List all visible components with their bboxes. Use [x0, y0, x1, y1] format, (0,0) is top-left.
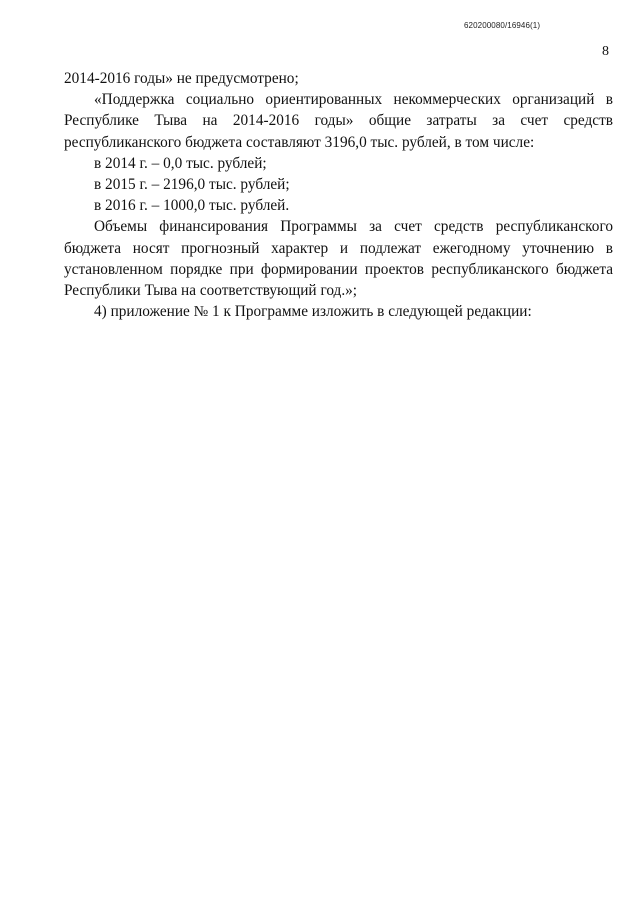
funding-2014-line: в 2014 г. – 0,0 тыс. рублей; [94, 154, 267, 172]
paragraph-subprogram-funding: «Поддержка социально ориентированных некоммерческих организаций в Республике Тыва на 2014-2016 годы» общие затраты за счет средств республиканского бюджета составляют 3196,0 тыс. рублей, в том числе: [64, 91, 613, 151]
paragraph-appendix-amendment: 4) приложение № 1 к Программе изложить в следующей редакции: [94, 303, 532, 321]
page-number: 8 [602, 44, 609, 59]
document-id: 620200080/16946(1) [464, 21, 541, 30]
paragraph-continuation: 2014-2016 годы» не предусмотрено; [64, 70, 299, 87]
funding-2015-line: в 2015 г. – 2196,0 тыс. рублей; [94, 176, 290, 194]
paragraph-funding-note: Объемы финансирования Программы за счет средств республиканского бюджета носят прогнозный характер и подлежат ежегодному уточнению в установленном порядке при формировании проектов республиканского бюджета Республики Тыва на соответствующий год.»; [64, 218, 613, 300]
funding-2016-line: в 2016 г. – 1000,0 тыс. рублей. [94, 197, 290, 215]
document-body [64, 68, 613, 322]
